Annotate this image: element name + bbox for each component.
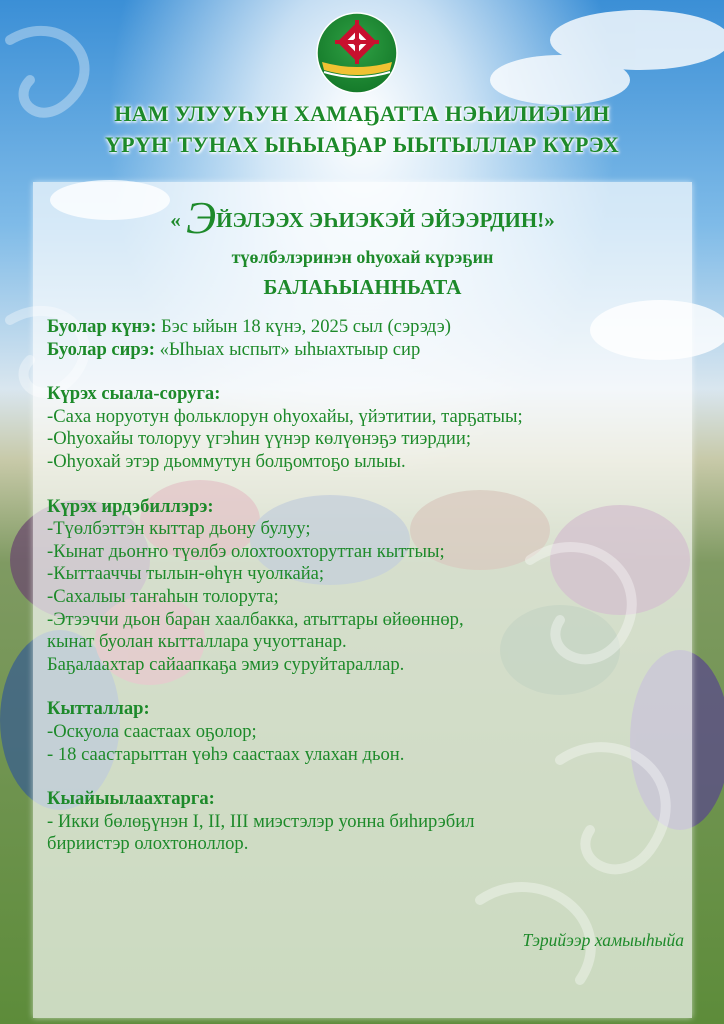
date-label: Буолар күнэ:	[47, 316, 157, 337]
regulations-body	[47, 316, 687, 856]
rules-item: -Кыттааччы тылын-өһүн чуолкайа;	[47, 563, 325, 585]
rules-item: Баҕалаахтар сайаапкаҕа эмиэ суруйтараллар.	[47, 653, 405, 675]
rules-item: -Сахалыы таҥаһын толорута;	[47, 585, 279, 607]
awards-item: бириистэр олохтоноллор.	[47, 833, 249, 855]
goals-heading: Күрэх сыала-соруга:	[47, 383, 221, 405]
event-subtitle: түөлбэлэринэн оһуохай күрэҕин	[231, 247, 494, 267]
participants-heading: Кытталлар:	[47, 698, 150, 720]
rules-item: -Кынат дьоҥҥо түөлбэ олохтоохторуттан кыттыы;	[47, 540, 445, 562]
date-value: Бэс ыйын 18 күнэ, 2025 сыл (сэрэдэ)	[156, 316, 451, 337]
goals-item: -Саха норуотун фольклорун оһуохайы, үйэтитии, тарҕатыы;	[47, 405, 523, 427]
rules-item: кынат буолан кытталлара учуоттанар.	[47, 631, 347, 653]
goals-item: -Оһуохай этэр дьоммутун болҕомтоҕо ылыы.	[47, 450, 406, 472]
title-initial-letter: Э	[186, 192, 217, 243]
header-line-1: НАМ УЛУУҺУН ХАМАҔАТТА НЭҺИЛИЭГИН	[114, 101, 610, 126]
organizing-committee-signature: Тэрийээр хамыыһыйа	[522, 930, 684, 950]
header-line-2: ҮРҮҤ ТУНАХ ЫҺЫАҔАР ЫЫТЫЛЛАР КҮРЭХ	[104, 132, 620, 157]
place-label: Буолар сирэ:	[47, 338, 155, 360]
place-line	[47, 339, 687, 362]
participants-item: -Оскуола саастаах оҕолор;	[47, 720, 257, 742]
title-rest: ЙЭЛЭЭХ ЭҺИЭКЭЙ ЭЙЭЭРДИН!»	[216, 208, 555, 232]
awards-heading: Кыайыылаахтарга:	[47, 788, 215, 810]
open-quote: «	[170, 208, 181, 232]
participants-item: - 18 саастарыттан үөһэ саастаах улахан дьон.	[47, 743, 405, 765]
rules-item: -Этээччи дьон баран хаалбакка, атыттары өйөөннөр,	[47, 608, 464, 630]
event-title	[33, 192, 692, 243]
goals-item: -Оһуохайы толоруу үгэһин үүнэр көлүөнэҕэ тиэрдии;	[47, 428, 471, 450]
date-line	[47, 316, 687, 339]
emblem-icon	[316, 12, 398, 94]
rules-heading: Күрэх ирдэбиллэрэ:	[47, 495, 214, 517]
document-type: БАЛАҺЫАННЬАТА	[263, 275, 462, 299]
rules-item: -Түөлбэттэн кыттар дьону булуу;	[47, 518, 311, 540]
place-value: «Ыһыах ыспыт» ыһыахтыыр сир	[154, 338, 421, 360]
awards-item: - Икки бөлөҕүнэн I, II, III миэстэлэр уонна биһирэбил	[47, 810, 475, 832]
